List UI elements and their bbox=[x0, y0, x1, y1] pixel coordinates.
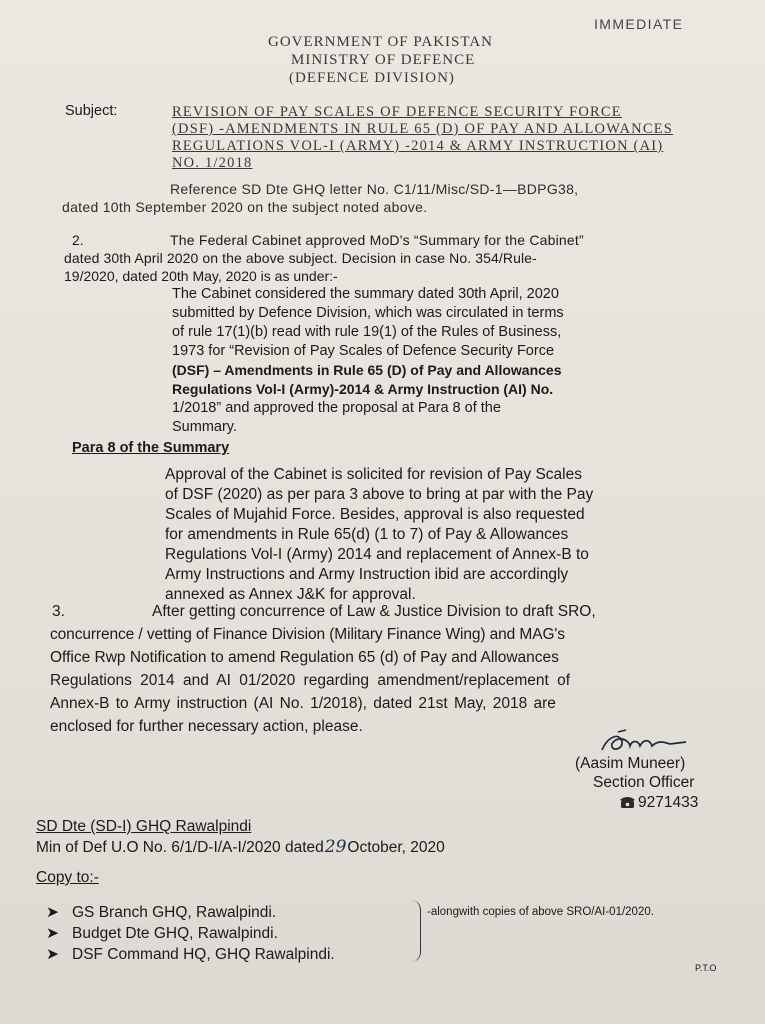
para3-line: Office Rwp Notification to amend Regulation 65 (d) of Pay and Allowances bbox=[50, 649, 559, 666]
para3-line: Annex-B to Army instruction (AI No. 1/2018), dated 21st May, 2018 are bbox=[50, 695, 556, 712]
subject-line: REGULATIONS VOL-I (ARMY) -2014 & ARMY INSTRUCTION (AI) bbox=[172, 138, 664, 154]
reference-line: dated 10th September 2020 on the subject noted above. bbox=[62, 199, 428, 215]
reference-line: Reference SD Dte GHQ letter No. C1/11/Misc/SD-1—BDPG38, bbox=[170, 181, 579, 197]
phone-number: 9271433 bbox=[638, 794, 699, 811]
reference-number: Min of Def U.O No. 6/1/D-I/A-I/2020 dated bbox=[36, 839, 324, 856]
para2-line: 19/2020, dated 20th May, 2020 is as under:- bbox=[64, 268, 338, 284]
quote-line: Regulations Vol-I (Army)-2014 & Army Instruction (AI) No. bbox=[172, 381, 554, 397]
copy-to-item: ➤ GS Branch GHQ, Rawalpindi. bbox=[46, 904, 277, 921]
subject-line: REVISION OF PAY SCALES OF DEFENCE SECURITY FORCE bbox=[172, 104, 622, 120]
para8-line: Scales of Mujahid Force. Besides, approval is also requested bbox=[165, 506, 585, 523]
grouping-bracket bbox=[408, 900, 421, 962]
para8-line: Regulations Vol-I (Army) 2014 and replacement of Annex-B to bbox=[165, 546, 589, 563]
government-title: GOVERNMENT OF PAKISTAN bbox=[268, 34, 493, 50]
reference-month-year: October, 2020 bbox=[347, 839, 445, 856]
subject-line: (DSF) -AMENDMENTS IN RULE 65 (D) OF PAY AND ALLOWANCES bbox=[172, 121, 674, 137]
para8-line: Army Instructions and Army Instruction ibid are accordingly bbox=[165, 566, 569, 583]
para8-line: annexed as Annex J&K for approval. bbox=[165, 586, 416, 603]
quote-line: Summary. bbox=[172, 419, 237, 435]
arrow-bullet-icon: ➤ bbox=[46, 946, 59, 963]
reference-number-line bbox=[36, 837, 445, 857]
quote-line: The Cabinet considered the summary dated 30th April, 2020 bbox=[172, 286, 559, 302]
immediate-label: IMMEDIATE bbox=[594, 16, 684, 32]
signatory-name: (Aasim Muneer) bbox=[575, 755, 686, 772]
copy-to-item: ➤ DSF Command HQ, GHQ Rawalpindi. bbox=[46, 946, 335, 963]
signatory-phone bbox=[620, 794, 698, 812]
quote-line: (DSF) – Amendments in Rule 65 (D) of Pay and Allowances bbox=[172, 362, 562, 378]
pto-label: P.T.O bbox=[695, 963, 717, 973]
quote-line: 1/2018” and approved the proposal at Para 8 of the bbox=[172, 400, 501, 416]
para8-line: for amendments in Rule 65(d) (1 to 7) of Pay & Allowances bbox=[165, 526, 569, 543]
signatory-designation: Section Officer bbox=[593, 774, 695, 791]
copy-to-item: ➤ Budget Dte GHQ, Rawalpindi. bbox=[46, 925, 278, 942]
addressee-line: SD Dte (SD-I) GHQ Rawalpindi bbox=[36, 818, 252, 835]
quote-line: of rule 17(1)(b) read with rule 19(1) of the Rules of Business, bbox=[172, 324, 562, 340]
subject-label: Subject: bbox=[65, 103, 118, 119]
copy-to-heading: Copy to:- bbox=[36, 869, 99, 886]
para2-line: dated 30th April 2020 on the above subject. Decision in case No. 354/Rule- bbox=[64, 250, 537, 266]
ministry-title: MINISTRY OF DEFENCE bbox=[291, 52, 476, 68]
para8-line: of DSF (2020) as per para 3 above to bring at par with the Pay bbox=[165, 486, 594, 503]
handwritten-signature bbox=[598, 728, 690, 758]
handwritten-date: 29 bbox=[324, 837, 347, 857]
arrow-bullet-icon: ➤ bbox=[46, 925, 59, 942]
para3-line: After getting concurrence of Law & Justice Division to draft SRO, bbox=[152, 603, 596, 620]
para2-number: 2. bbox=[72, 232, 84, 248]
division-title: (DEFENCE DIVISION) bbox=[289, 70, 455, 86]
subject-line: NO. 1/2018 bbox=[172, 155, 253, 171]
enclosure-note: -alongwith copies of above SRO/AI-01/2020. bbox=[427, 906, 654, 918]
arrow-bullet-icon: ➤ bbox=[46, 904, 59, 921]
quote-line: submitted by Defence Division, which was circulated in terms bbox=[172, 305, 564, 321]
para3-line: concurrence / vetting of Finance Division (Military Finance Wing) and MAG's bbox=[50, 626, 565, 643]
quote-line: 1973 for “Revision of Pay Scales of Defence Security Force bbox=[172, 343, 555, 359]
para2-line: The Federal Cabinet approved MoD's “Summary for the Cabinet” bbox=[170, 232, 584, 248]
para8-line: Approval of the Cabinet is solicited for revision of Pay Scales bbox=[165, 466, 582, 483]
para3-number: 3. bbox=[52, 603, 65, 620]
para3-line: enclosed for further necessary action, please. bbox=[50, 718, 363, 735]
telephone-icon bbox=[620, 796, 635, 808]
para8-heading: Para 8 of the Summary bbox=[72, 440, 230, 456]
para3-line: Regulations 2014 and AI 01/2020 regarding amendment/replacement of bbox=[50, 672, 571, 689]
